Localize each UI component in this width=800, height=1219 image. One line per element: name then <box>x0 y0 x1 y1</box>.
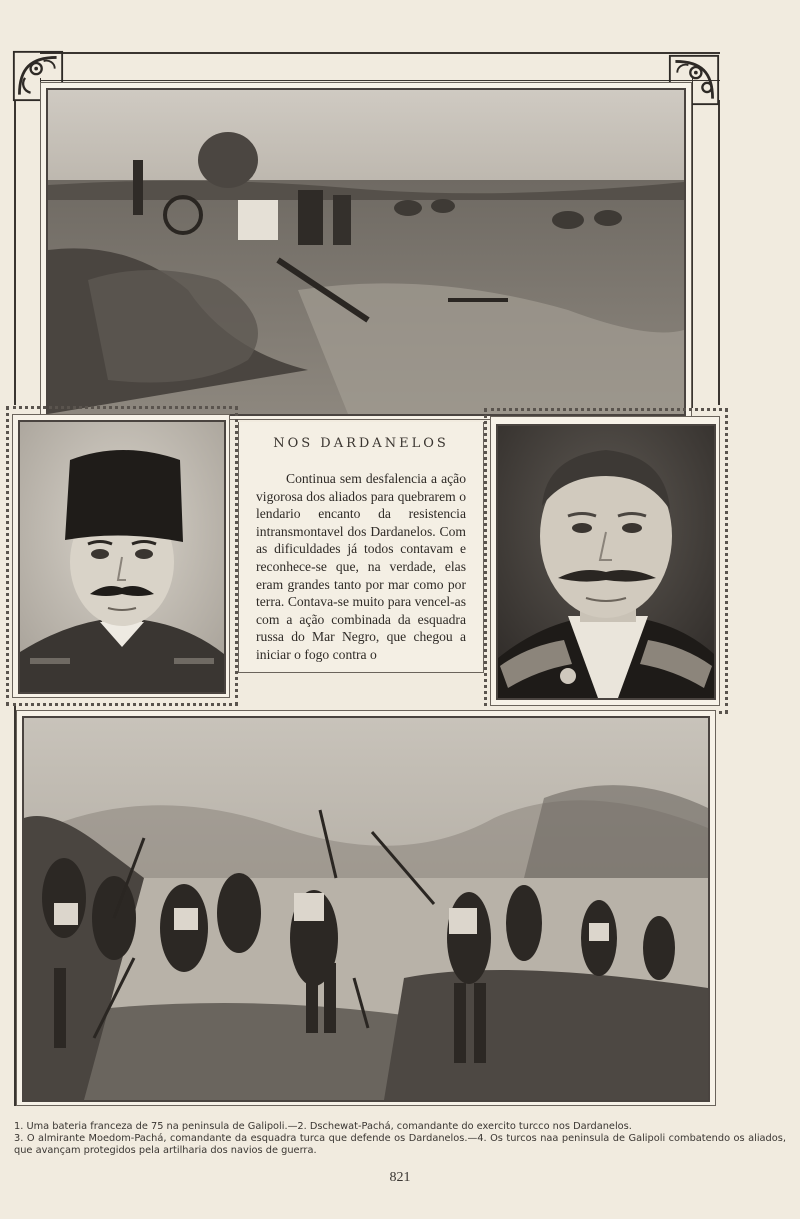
caption-line-2: 3. O almirante Moedom-Pachá, comandante da esquadra turca que defende os Dardanelos.—4. Os turcos naa peninsula de Galipoli combatendo os aliados, que avançam protegidos pela artilharia dos navios de guerra. <box>14 1133 786 1156</box>
battle-scene-image <box>24 718 708 1100</box>
page-number: 821 <box>389 1170 411 1185</box>
figure-caption <box>14 1121 786 1157</box>
photo-french-battery <box>46 88 686 416</box>
photo-moedom-pacha <box>496 424 716 700</box>
frame-right-line <box>718 100 720 405</box>
photo-dschewat-pacha <box>18 420 226 694</box>
portrait-admiral-image <box>498 426 714 698</box>
photo-turks-combat <box>22 716 710 1102</box>
article-nos-dardanelos <box>238 422 484 673</box>
frame-top-line <box>40 52 720 54</box>
frame-top-line-inner <box>40 80 720 81</box>
caption-line-1: 1. Uma bateria franceza de 75 na peninsula de Galipoli.—2. Dschewat-Pachá, comandante do exercito turcco nos Dardanelos. <box>14 1121 632 1132</box>
article-body: Continua sem desfalencia a ação vigorosa dos aliados para quebrarem o lendario encanto da resistencia intransmontavel dos Dardanelos. Com as dificuldades já todos contavam e reconhece-se que, na verdade, elas eram grandes tanto por mar como por terra. Contava-se muito para vencel-as com a ação combinada da esquadra russa do Mar Negro, que chegou a iniciar o fogo contra o <box>256 471 466 662</box>
article-title: NOS DARDANELOS <box>273 436 449 451</box>
portrait-dschewat-image <box>20 422 224 692</box>
battery-scene-image <box>48 90 684 414</box>
frame-right-line-inner <box>692 78 693 408</box>
frame-left-line <box>14 100 16 405</box>
